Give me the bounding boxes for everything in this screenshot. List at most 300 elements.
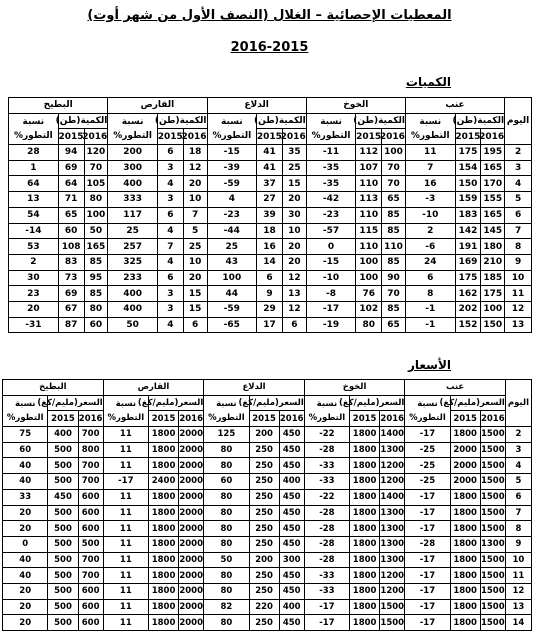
- change-cell: 33-: [304, 568, 349, 584]
- value-2016-cell: 2000: [179, 458, 204, 474]
- value-2016-cell: 85: [382, 223, 406, 239]
- measure-header: الكمية(طن): [157, 113, 207, 129]
- day-cell: 10: [505, 270, 532, 286]
- measure-header: السعر(مليم/كغ): [48, 395, 103, 411]
- change-cell: 80: [204, 615, 249, 631]
- value-2016-cell: 600: [78, 583, 103, 599]
- value-2016-cell: 10: [282, 223, 306, 239]
- value-2015-cell: 110: [356, 239, 382, 255]
- measure-header: السعر(مليم/كغ): [450, 395, 505, 411]
- change-cell: 82: [204, 599, 249, 615]
- value-2015-cell: 14: [257, 254, 283, 270]
- value-2015-cell: 3: [157, 286, 183, 302]
- change-cell: 117: [108, 207, 158, 223]
- table-row: [3, 521, 532, 537]
- day-cell: 6: [505, 489, 531, 505]
- year-header-2015: 2015: [356, 129, 382, 145]
- change-cell: 8: [405, 286, 455, 302]
- value-2015-cell: 1800: [450, 536, 480, 552]
- change-cell: 17-: [405, 615, 450, 631]
- change-cell: 3-: [405, 192, 455, 208]
- change-cell: 25-: [405, 474, 450, 490]
- change-cell: 80: [204, 536, 249, 552]
- measure-header: الكمية(طن): [257, 113, 307, 129]
- year-header-2016: 2016: [480, 411, 505, 427]
- value-2015-cell: 500: [48, 474, 78, 490]
- measure-header: السعر(مليم/كغ): [350, 395, 405, 411]
- value-2016-cell: 600: [78, 521, 103, 537]
- year-header-2015: 2015: [148, 411, 178, 427]
- change-cell: 6-: [405, 239, 455, 255]
- change-cell: 11: [103, 568, 148, 584]
- change-cell: 17-: [304, 599, 349, 615]
- day-cell: 6: [505, 207, 532, 223]
- value-2015-cell: 500: [48, 521, 78, 537]
- value-2016-cell: 1500: [480, 442, 505, 458]
- change-cell: 43: [207, 254, 257, 270]
- value-2016-cell: 1300: [380, 521, 405, 537]
- value-2015-cell: 4: [157, 317, 183, 333]
- value-2015-cell: 80: [356, 317, 382, 333]
- change-cell: 11: [405, 145, 455, 161]
- table-row: [3, 505, 532, 521]
- value-2015-cell: 1800: [350, 583, 380, 599]
- day-cell: 8: [505, 239, 532, 255]
- table-row: [9, 239, 532, 255]
- value-2016-cell: 7: [183, 207, 207, 223]
- change-cell: 25: [108, 223, 158, 239]
- day-cell: 8: [505, 521, 531, 537]
- value-2015-cell: 4: [157, 176, 183, 192]
- value-2016-cell: 105: [84, 176, 108, 192]
- change-cell: 80: [204, 521, 249, 537]
- value-2016-cell: 2000: [179, 442, 204, 458]
- change-cell: 35-: [306, 160, 356, 176]
- year-header-2015: 2015: [257, 129, 283, 145]
- change-header: نسبة التطور%: [405, 395, 450, 426]
- value-2016-cell: 145: [481, 223, 505, 239]
- value-2016-cell: 1200: [380, 583, 405, 599]
- change-header: نسبة التطور%: [108, 113, 158, 144]
- change-cell: 19-: [306, 317, 356, 333]
- value-2015-cell: 9: [257, 286, 283, 302]
- change-cell: 17-: [306, 301, 356, 317]
- change-cell: 50: [108, 317, 158, 333]
- change-cell: 59-: [207, 301, 257, 317]
- value-2015-cell: 1800: [450, 599, 480, 615]
- table-row: [3, 474, 532, 490]
- change-cell: 64: [9, 176, 59, 192]
- value-2015-cell: 2000: [450, 474, 480, 490]
- value-2016-cell: 450: [279, 521, 304, 537]
- value-2016-cell: 600: [78, 599, 103, 615]
- value-2015-cell: 250: [249, 489, 279, 505]
- value-2016-cell: 30: [282, 207, 306, 223]
- header-row-measures: [9, 113, 532, 129]
- change-cell: 20: [3, 505, 48, 521]
- value-2016-cell: 70: [382, 176, 406, 192]
- quantities-table: [8, 97, 532, 333]
- change-cell: 17-: [405, 505, 450, 521]
- table-row: [9, 286, 532, 302]
- change-cell: 40: [3, 552, 48, 568]
- product-header: القارص: [103, 380, 204, 396]
- year-header-2015: 2015: [455, 129, 481, 145]
- value-2016-cell: 450: [279, 568, 304, 584]
- change-cell: 325: [108, 254, 158, 270]
- value-2015-cell: 169: [455, 254, 481, 270]
- year-header-2015: 2015: [249, 411, 279, 427]
- day-cell: 13: [505, 317, 532, 333]
- value-2016-cell: 85: [84, 286, 108, 302]
- table-row: [9, 301, 532, 317]
- value-2016-cell: 20: [282, 239, 306, 255]
- value-2016-cell: 1300: [380, 552, 405, 568]
- change-cell: 10-: [405, 207, 455, 223]
- value-2016-cell: 1400: [380, 489, 405, 505]
- day-cell: 11: [505, 286, 532, 302]
- change-cell: 0: [3, 536, 48, 552]
- value-2016-cell: 1500: [480, 521, 505, 537]
- value-2016-cell: 35: [282, 145, 306, 161]
- value-2016-cell: 450: [279, 536, 304, 552]
- change-cell: 54: [9, 207, 59, 223]
- change-cell: 40: [3, 474, 48, 490]
- value-2015-cell: 1800: [148, 615, 178, 631]
- value-2016-cell: 65: [382, 192, 406, 208]
- value-2016-cell: 1500: [480, 474, 505, 490]
- change-cell: 6: [405, 270, 455, 286]
- change-cell: 20: [3, 615, 48, 631]
- value-2016-cell: 120: [84, 145, 108, 161]
- change-cell: 2: [405, 223, 455, 239]
- value-2015-cell: 112: [356, 145, 382, 161]
- value-2016-cell: 25: [282, 160, 306, 176]
- change-cell: 17-: [405, 489, 450, 505]
- value-2016-cell: 175: [481, 286, 505, 302]
- value-2015-cell: 83: [58, 254, 84, 270]
- value-2016-cell: 2000: [179, 474, 204, 490]
- header-row-years: [3, 411, 532, 427]
- value-2016-cell: 450: [279, 442, 304, 458]
- day-cell: 7: [505, 223, 532, 239]
- value-2015-cell: 250: [249, 442, 279, 458]
- table-row: [3, 489, 532, 505]
- value-2015-cell: 1800: [148, 583, 178, 599]
- change-cell: 23-: [207, 207, 257, 223]
- value-2016-cell: 2000: [179, 568, 204, 584]
- change-cell: 0: [306, 239, 356, 255]
- header-row-products: [9, 98, 532, 114]
- table-row: [9, 145, 532, 161]
- value-2015-cell: 142: [455, 223, 481, 239]
- value-2015-cell: 200: [249, 552, 279, 568]
- value-2016-cell: 450: [279, 458, 304, 474]
- change-cell: 11: [103, 489, 148, 505]
- change-cell: 75: [3, 427, 48, 443]
- value-2015-cell: 1800: [148, 521, 178, 537]
- value-2015-cell: 2000: [450, 442, 480, 458]
- value-2015-cell: 1800: [450, 568, 480, 584]
- value-2016-cell: 450: [279, 583, 304, 599]
- value-2015-cell: 175: [455, 145, 481, 161]
- change-cell: 80: [204, 458, 249, 474]
- change-cell: 11: [103, 427, 148, 443]
- value-2015-cell: 108: [58, 239, 84, 255]
- value-2016-cell: 155: [481, 192, 505, 208]
- value-2015-cell: 64: [58, 176, 84, 192]
- value-2015-cell: 1800: [350, 599, 380, 615]
- value-2016-cell: 600: [78, 489, 103, 505]
- year-header-2015: 2015: [350, 411, 380, 427]
- value-2016-cell: 165: [481, 207, 505, 223]
- header-row-measures: [3, 395, 532, 411]
- day-cell: 12: [505, 301, 532, 317]
- value-2015-cell: 113: [356, 192, 382, 208]
- value-2015-cell: 1800: [350, 474, 380, 490]
- product-header: البطيخ: [9, 98, 108, 114]
- change-cell: 28: [9, 145, 59, 161]
- value-2016-cell: 90: [382, 270, 406, 286]
- change-header: نسبة التطور%: [304, 395, 349, 426]
- table-row: [3, 568, 532, 584]
- period-label: 2016-2015: [230, 40, 309, 55]
- value-2015-cell: 500: [48, 583, 78, 599]
- page-title: المعطيات الإحصائية – الغلال (النصف الأول من شهر أوت): [87, 8, 452, 23]
- value-2016-cell: 700: [78, 427, 103, 443]
- change-cell: 200: [108, 145, 158, 161]
- change-cell: 33: [3, 489, 48, 505]
- value-2015-cell: 1800: [350, 458, 380, 474]
- value-2016-cell: 10: [183, 192, 207, 208]
- value-2015-cell: 500: [48, 442, 78, 458]
- change-cell: 25: [207, 239, 257, 255]
- value-2016-cell: 1300: [380, 442, 405, 458]
- value-2015-cell: 2400: [148, 474, 178, 490]
- value-2015-cell: 71: [58, 192, 84, 208]
- value-2015-cell: 150: [455, 176, 481, 192]
- value-2016-cell: 15: [282, 176, 306, 192]
- change-cell: 33-: [304, 458, 349, 474]
- value-2015-cell: 87: [58, 317, 84, 333]
- value-2015-cell: 159: [455, 192, 481, 208]
- value-2015-cell: 500: [48, 552, 78, 568]
- value-2015-cell: 29: [257, 301, 283, 317]
- change-cell: 17-: [304, 615, 349, 631]
- value-2016-cell: 1500: [380, 599, 405, 615]
- change-cell: 20: [3, 599, 48, 615]
- change-cell: 11: [103, 442, 148, 458]
- value-2015-cell: 1800: [450, 583, 480, 599]
- table-row: [3, 427, 532, 443]
- change-cell: 14-: [9, 223, 59, 239]
- change-cell: 17-: [405, 599, 450, 615]
- change-cell: 50: [204, 552, 249, 568]
- measure-header: السعر(مليم/كغ): [148, 395, 203, 411]
- value-2016-cell: 2000: [179, 427, 204, 443]
- value-2016-cell: 1500: [480, 505, 505, 521]
- product-header: الخوخ: [306, 98, 405, 114]
- change-header: نسبة التطور%: [306, 113, 356, 144]
- value-2015-cell: 500: [48, 536, 78, 552]
- value-2015-cell: 4: [157, 254, 183, 270]
- change-cell: 4: [207, 192, 257, 208]
- value-2015-cell: 100: [356, 254, 382, 270]
- table-row: [9, 160, 532, 176]
- change-cell: 10-: [306, 270, 356, 286]
- value-2015-cell: 250: [249, 474, 279, 490]
- value-2016-cell: 80: [84, 192, 108, 208]
- year-header-2016: 2016: [78, 411, 103, 427]
- change-cell: 33-: [304, 583, 349, 599]
- value-2015-cell: 18: [257, 223, 283, 239]
- change-cell: 11: [103, 505, 148, 521]
- value-2016-cell: 1500: [480, 583, 505, 599]
- value-2016-cell: 18: [183, 145, 207, 161]
- value-2016-cell: 700: [78, 552, 103, 568]
- header-row-products: [3, 380, 532, 396]
- product-header: عنب: [405, 98, 504, 114]
- value-2015-cell: 17: [257, 317, 283, 333]
- table-row: [3, 552, 532, 568]
- value-2016-cell: 1200: [380, 458, 405, 474]
- value-2016-cell: 300: [279, 552, 304, 568]
- value-2016-cell: 10: [183, 254, 207, 270]
- value-2015-cell: 1800: [148, 505, 178, 521]
- value-2015-cell: 3: [157, 160, 183, 176]
- value-2015-cell: 1800: [350, 615, 380, 631]
- value-2016-cell: 2000: [179, 583, 204, 599]
- change-cell: 25-: [405, 458, 450, 474]
- value-2015-cell: 1800: [450, 521, 480, 537]
- value-2015-cell: 154: [455, 160, 481, 176]
- year-header-2016: 2016: [382, 129, 406, 145]
- value-2016-cell: 20: [282, 254, 306, 270]
- value-2016-cell: 13: [282, 286, 306, 302]
- value-2016-cell: 85: [382, 207, 406, 223]
- change-cell: 59-: [207, 176, 257, 192]
- change-cell: 80: [204, 489, 249, 505]
- change-cell: 57-: [306, 223, 356, 239]
- value-2015-cell: 500: [48, 568, 78, 584]
- value-2015-cell: 41: [257, 145, 283, 161]
- year-header-2015: 2015: [58, 129, 84, 145]
- change-cell: 11: [103, 599, 148, 615]
- day-cell: 9: [505, 254, 532, 270]
- table-row: [9, 207, 532, 223]
- value-2016-cell: 20: [183, 270, 207, 286]
- value-2016-cell: 25: [183, 239, 207, 255]
- change-cell: 60: [204, 474, 249, 490]
- change-cell: 1-: [405, 301, 455, 317]
- value-2016-cell: 1200: [380, 474, 405, 490]
- table-row: [3, 583, 532, 599]
- value-2016-cell: 100: [382, 145, 406, 161]
- day-cell: 14: [505, 615, 531, 631]
- value-2015-cell: 1800: [450, 552, 480, 568]
- day-cell: 4: [505, 458, 531, 474]
- value-2016-cell: 400: [279, 599, 304, 615]
- value-2016-cell: 1500: [480, 489, 505, 505]
- value-2015-cell: 175: [455, 270, 481, 286]
- change-cell: 11: [103, 536, 148, 552]
- value-2016-cell: 20: [183, 176, 207, 192]
- change-cell: 28-: [405, 536, 450, 552]
- value-2015-cell: 1800: [350, 552, 380, 568]
- value-2015-cell: 69: [58, 286, 84, 302]
- value-2016-cell: 170: [481, 176, 505, 192]
- value-2016-cell: 2000: [179, 599, 204, 615]
- value-2015-cell: 500: [48, 505, 78, 521]
- value-2016-cell: 1200: [380, 568, 405, 584]
- value-2015-cell: 100: [356, 270, 382, 286]
- change-header: نسبة التطور%: [405, 113, 455, 144]
- value-2015-cell: 250: [249, 568, 279, 584]
- change-cell: 42-: [306, 192, 356, 208]
- value-2016-cell: 2000: [179, 615, 204, 631]
- value-2015-cell: 1800: [148, 427, 178, 443]
- value-2015-cell: 37: [257, 176, 283, 192]
- change-cell: 44-: [207, 223, 257, 239]
- value-2016-cell: 400: [279, 474, 304, 490]
- change-cell: 24: [405, 254, 455, 270]
- value-2016-cell: 1300: [380, 505, 405, 521]
- value-2016-cell: 15: [183, 286, 207, 302]
- change-cell: 28-: [304, 521, 349, 537]
- value-2015-cell: 1800: [450, 427, 480, 443]
- value-2016-cell: 2000: [179, 521, 204, 537]
- value-2015-cell: 500: [48, 615, 78, 631]
- year-header-2015: 2015: [157, 129, 183, 145]
- change-cell: 80: [204, 568, 249, 584]
- change-cell: 30: [9, 270, 59, 286]
- value-2016-cell: 1500: [480, 599, 505, 615]
- value-2015-cell: 1800: [350, 427, 380, 443]
- change-cell: 233: [108, 270, 158, 286]
- change-cell: 65-: [207, 317, 257, 333]
- change-cell: 17-: [405, 568, 450, 584]
- value-2016-cell: 1500: [480, 427, 505, 443]
- change-cell: 11-: [306, 145, 356, 161]
- value-2015-cell: 1800: [148, 599, 178, 615]
- change-cell: 39-: [207, 160, 257, 176]
- change-cell: 25-: [405, 442, 450, 458]
- value-2015-cell: 250: [249, 583, 279, 599]
- change-cell: 80: [204, 505, 249, 521]
- change-cell: 31-: [9, 317, 59, 333]
- value-2015-cell: 6: [157, 145, 183, 161]
- product-header: البطيخ: [3, 380, 104, 396]
- value-2015-cell: 1800: [450, 489, 480, 505]
- table-row: [3, 536, 532, 552]
- change-cell: 1: [9, 160, 59, 176]
- year-header-2015: 2015: [48, 411, 78, 427]
- table-row: [3, 458, 532, 474]
- change-cell: 17-: [405, 552, 450, 568]
- year-header-2016: 2016: [481, 129, 505, 145]
- value-2015-cell: 1800: [350, 505, 380, 521]
- table-row: [9, 192, 532, 208]
- change-cell: 20: [3, 521, 48, 537]
- value-2015-cell: 7: [157, 239, 183, 255]
- change-cell: 333: [108, 192, 158, 208]
- value-2015-cell: 1800: [148, 568, 178, 584]
- value-2016-cell: 85: [382, 301, 406, 317]
- change-cell: 23-: [306, 207, 356, 223]
- change-cell: 15-: [207, 145, 257, 161]
- day-cell: 5: [505, 192, 532, 208]
- day-cell: 9: [505, 536, 531, 552]
